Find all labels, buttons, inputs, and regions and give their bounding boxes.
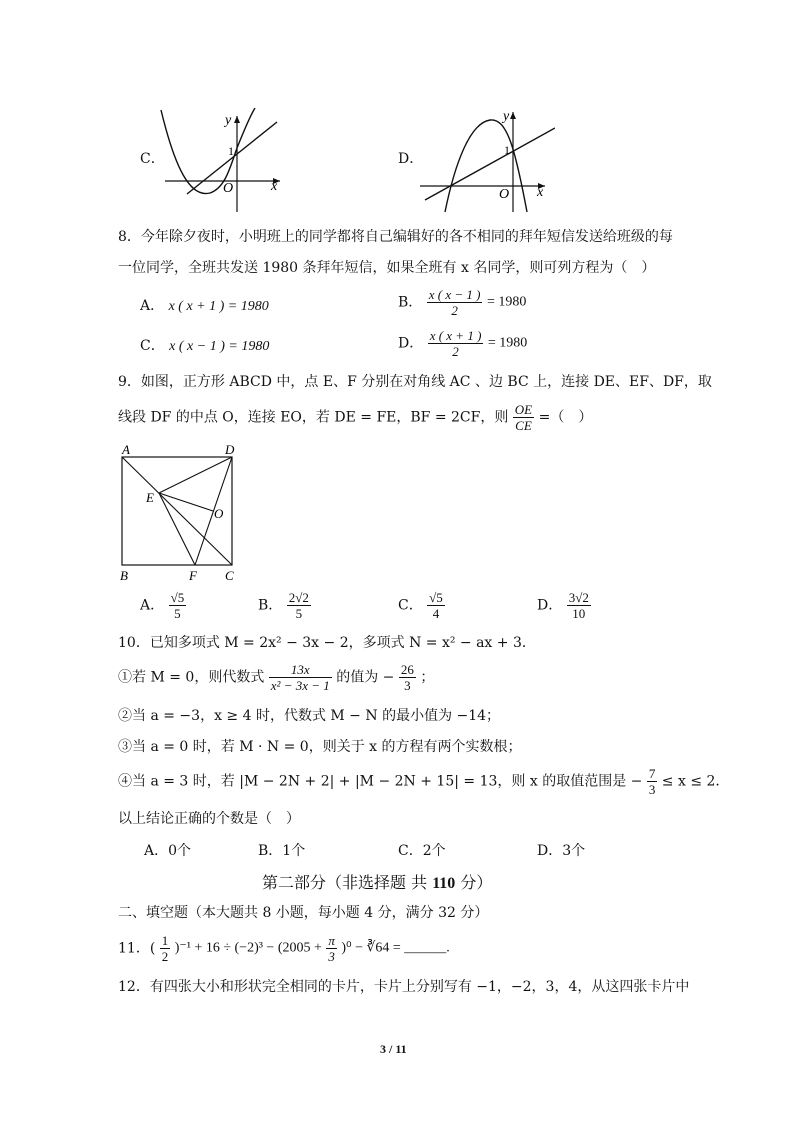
- square-figure: [112, 440, 247, 585]
- y-label: y: [225, 113, 232, 128]
- q8-option-d[interactable]: [398, 328, 527, 359]
- q9-line2: 线段 DF 的中点 O，连接 EO，若 DE = FE，BF = 2CF，则 $\frac{OE}{CE}$ =（ ）: [118, 402, 593, 433]
- option-fraction: $\frac{x ( x - 1 )}{2}$: [428, 287, 481, 318]
- page-number: 3 / 11: [380, 1042, 407, 1056]
- point-b: B: [120, 568, 128, 583]
- option-label: B．: [398, 294, 423, 311]
- q9-line1: 9．如图，正方形 ABCD 中，点 E、F 分别在对角线 AC 、边 BC 上，连接 DE、EF、DF，取: [118, 374, 712, 390]
- option-text: x ( x + 1 ) = 1980: [168, 299, 269, 314]
- x-label: x: [537, 185, 544, 200]
- point-c: C: [225, 568, 234, 583]
- intercept-label: 1: [228, 144, 234, 158]
- q10-line1: 10．已知多项式 M = 2x² − 3x − 2，多项式 N = x² − ax + 3．: [118, 635, 536, 651]
- part-two-title: 第二部分（非选择题 共 110 分）: [262, 873, 493, 892]
- point-e: E: [146, 490, 154, 505]
- graph-d: [415, 108, 555, 213]
- q10-statement-2: ②当 a = −3，x ≥ 4 时，代数式 M − N 的最小值为 −14；: [118, 708, 501, 724]
- q10-option-a[interactable]: A．0个: [144, 843, 192, 859]
- ratio-fraction: $\frac{OE}{CE}$: [514, 402, 533, 433]
- q10-statement-4: ④当 a = 3 时，若 |M − 2N + 2| + |M − 2N + 15| = 13，则 x 的取值范围是 − $\frac{7}{3}$ ≤ x ≤ 2．: [118, 766, 730, 797]
- fill-blank-header: 二、填空题（本大题共 8 小题，每小题 4 分，满分 32 分）: [118, 905, 489, 921]
- q9-option-b[interactable]: B． $\frac{2√2}{5}$: [258, 590, 309, 621]
- origin-label: O: [223, 181, 234, 196]
- q10-option-d[interactable]: D．3个: [537, 843, 586, 859]
- q8-option-b[interactable]: [398, 287, 526, 318]
- option-text: x ( x − 1 ) = 1980: [169, 339, 270, 354]
- origin-label: O: [499, 187, 510, 202]
- q10-option-c[interactable]: C．2个: [398, 843, 446, 859]
- q8-line2: 一位同学，全班共发送 1980 条拜年短信，如果全班有 x 名同学，则可列方程为（ ）: [118, 260, 656, 276]
- point-d: D: [225, 442, 235, 457]
- segment-ef: [159, 493, 195, 565]
- option-d-label: D．: [398, 151, 424, 167]
- q10-statement-3: ③当 a = 0 时，若 M · N = 0，则关于 x 的方程有两个实数根；: [118, 739, 522, 755]
- option-label: C．: [140, 338, 165, 354]
- q12-line1: 12．有四张大小和形状完全相同的卡片，卡片上分别写有 −1，−2，3，4，从这四张卡片中: [118, 979, 690, 995]
- q10-statement-1: ①若 M = 0，则代数式 $\frac{13x}{\text{x² − 3x − 1}}$ 的值为 − $\frac{26}{3}$ ；: [118, 662, 435, 693]
- option-c-label: C．: [140, 151, 165, 167]
- option-rhs: = 1980: [486, 294, 527, 310]
- q10-option-b[interactable]: B．1个: [258, 843, 306, 859]
- q8-option-a[interactable]: [140, 297, 269, 316]
- q9-option-d[interactable]: D． $\frac{3√2}{10}$: [537, 590, 589, 621]
- q10-ask: 以上结论正确的个数是（ ）: [118, 811, 300, 827]
- point-a: A: [122, 442, 130, 457]
- option-label: A．: [140, 298, 165, 314]
- q9-option-a[interactable]: A． $\frac{√5}{5}$: [140, 590, 185, 621]
- q9-option-c[interactable]: C． $\frac{√5}{4}$: [398, 590, 443, 621]
- y-label: y: [503, 109, 510, 124]
- x-label: x: [271, 179, 278, 194]
- q11: 11．( $\frac{1}{2}$ )⁻¹ + 16 ÷ (−2)³ − (2005 + $\frac{\pi}{3}$ )⁰ − ∛64 = ______.: [118, 933, 450, 964]
- line-graph: [425, 128, 555, 200]
- point-o: O: [214, 506, 224, 521]
- q8-option-c[interactable]: [140, 337, 269, 356]
- q8-line1: 8．今年除夕夜时，小明班上的同学都将自己编辑好的各不相同的拜年短信发送给班级的每: [118, 229, 673, 245]
- option-fraction: $\frac{x ( x + 1 )}{2}$: [429, 328, 482, 359]
- graph-c: [155, 108, 290, 213]
- option-rhs: = 1980: [487, 335, 528, 351]
- intercept-label: 1: [504, 143, 510, 157]
- point-f: F: [189, 568, 197, 583]
- option-label: D．: [398, 335, 424, 352]
